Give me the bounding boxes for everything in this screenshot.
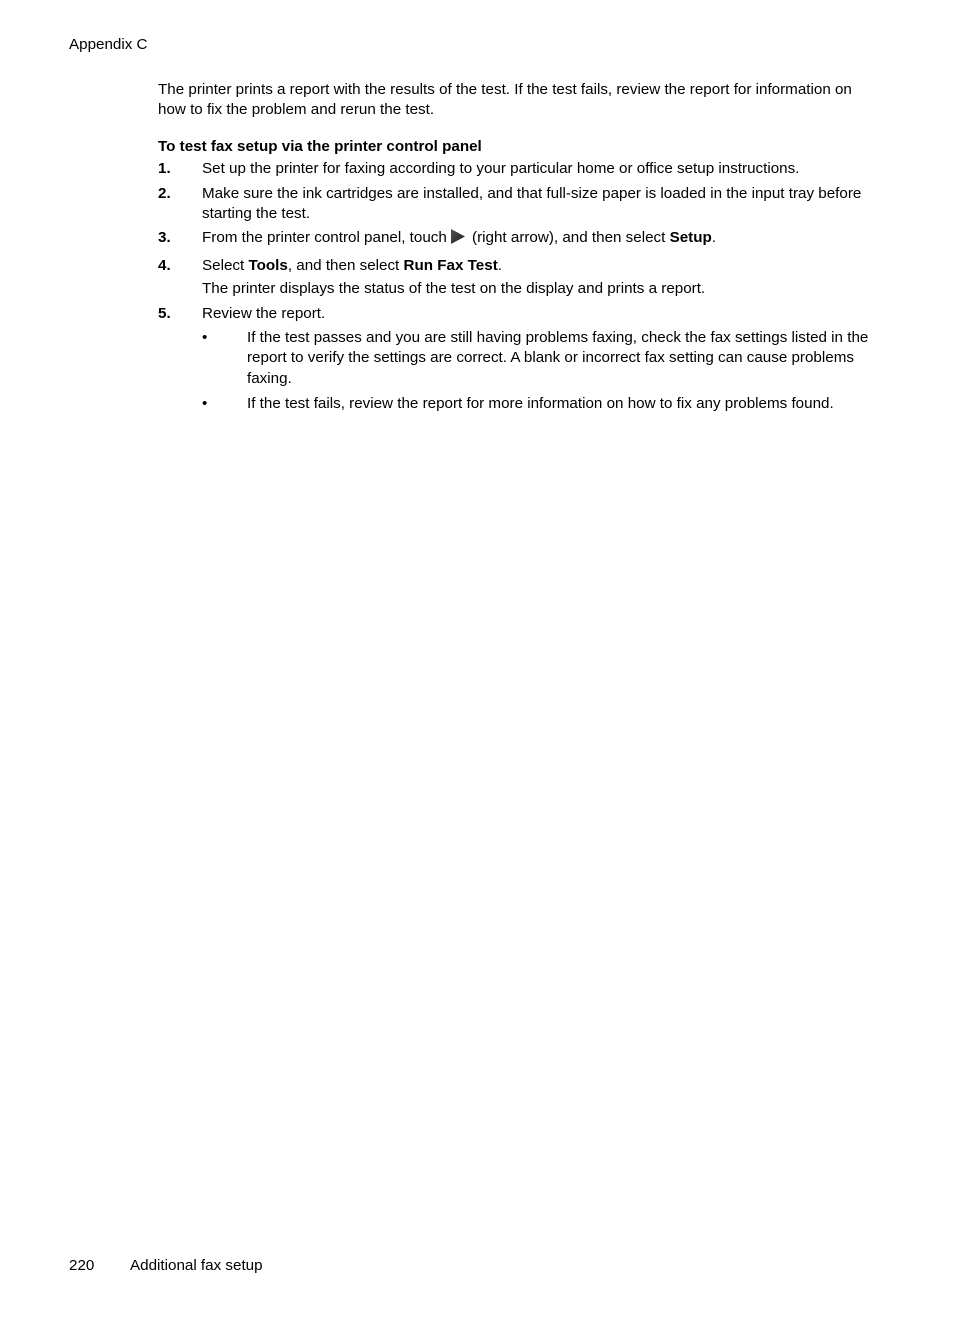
step-1 bbox=[158, 159, 878, 179]
step-text-middle: , and then select bbox=[287, 256, 400, 274]
step-text: Set up the printer for faxing according to your particular home or office setup instructions. bbox=[202, 160, 800, 178]
step-number: 4. bbox=[158, 256, 171, 274]
procedure-steps bbox=[158, 159, 878, 414]
run-fax-test-option: Run Fax Test bbox=[403, 256, 498, 274]
bullet-icon: • bbox=[202, 395, 208, 413]
running-header bbox=[69, 35, 148, 55]
tools-menu-name: Tools bbox=[248, 256, 288, 274]
step-note: The printer displays the status of the test on the display and prints a report. bbox=[202, 280, 706, 298]
list-item bbox=[202, 328, 878, 389]
step-number: 1. bbox=[158, 160, 171, 178]
bullet-icon: • bbox=[202, 329, 208, 347]
step-text: Make sure the ink cartridges are installed, and that full-size paper is loaded in the input tray before starting the test. bbox=[202, 184, 862, 223]
setup-menu-name: Setup bbox=[669, 229, 712, 247]
step-number: 3. bbox=[158, 229, 171, 247]
bullet-text: If the test fails, review the report for more information on how to fix any problems found. bbox=[247, 395, 834, 413]
intro-paragraph: The printer prints a report with the results of the test. If the test fails, review the report for information on how to fix the problem and rerun the test. bbox=[158, 81, 852, 119]
page-footer bbox=[69, 1256, 263, 1276]
footer-section-title: Additional fax setup bbox=[130, 1257, 263, 1274]
step-end: . bbox=[497, 256, 502, 274]
step-number: 5. bbox=[158, 304, 171, 322]
step-5 bbox=[158, 304, 878, 415]
step-3 bbox=[158, 228, 878, 251]
step-text-before: From the printer control panel, touch bbox=[202, 229, 447, 247]
step-4 bbox=[158, 256, 878, 300]
running-head-text: Appendix C bbox=[69, 36, 148, 53]
main-content bbox=[158, 80, 878, 420]
right-arrow-icon bbox=[450, 228, 466, 251]
bullet-text: If the test passes and you are still having problems faxing, check the fax settings listed in the report to verify the settings are correct. A blank or incorrect fax setting can cause problems faxing. bbox=[247, 329, 869, 387]
step-number: 2. bbox=[158, 184, 171, 202]
step-2 bbox=[158, 184, 878, 225]
procedure-title: To test fax setup via the printer control panel bbox=[158, 137, 482, 155]
step-text-before: Select bbox=[202, 256, 245, 274]
step-text-after: (right arrow), and then select bbox=[472, 229, 666, 247]
page-number: 220 bbox=[69, 1257, 95, 1274]
step-text: Review the report. bbox=[202, 304, 326, 322]
step-end: . bbox=[711, 229, 717, 247]
list-item bbox=[202, 394, 878, 414]
sub-bullet-list bbox=[202, 328, 878, 415]
